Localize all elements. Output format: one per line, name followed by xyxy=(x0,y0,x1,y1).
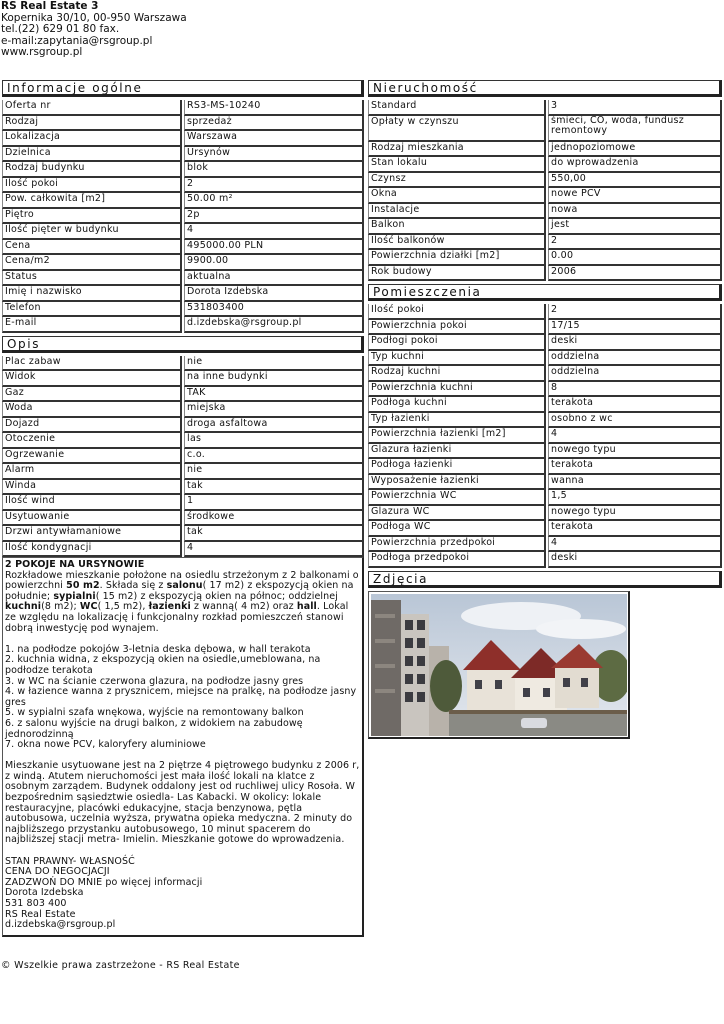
rooms-table xyxy=(368,304,722,568)
table-row xyxy=(368,428,722,444)
row-value: Dorota Izdebska xyxy=(184,286,364,302)
row-label: Rok budowy xyxy=(368,266,546,282)
row-value: środkowe xyxy=(184,511,364,527)
row-value: TAK xyxy=(184,387,364,403)
table-row xyxy=(368,157,722,173)
property-table xyxy=(368,100,722,281)
row-value: 531803400 xyxy=(184,302,364,318)
row-value: c.o. xyxy=(184,449,364,465)
table-row xyxy=(368,204,722,220)
row-label: Ilość pokoi xyxy=(368,304,546,320)
table-row xyxy=(2,255,364,271)
description-heading: 2 POKOJE NA URSYNOWIE xyxy=(5,559,145,570)
table-row xyxy=(368,351,722,367)
row-value: nowa xyxy=(548,204,722,220)
row-label: E-mail xyxy=(2,317,182,333)
row-value: 0.00 xyxy=(548,250,722,266)
table-row xyxy=(2,480,364,496)
row-value: 2 xyxy=(548,235,722,251)
row-value: 17/15 xyxy=(548,320,722,336)
row-value: nie xyxy=(184,464,364,480)
rooms-section-title: Pomieszczenia xyxy=(368,284,722,301)
table-row xyxy=(368,490,722,506)
description-box xyxy=(2,557,364,937)
closing-line: ZADZWOŃ DO MNIE po więcej informacji xyxy=(5,876,203,888)
intro-segment: WC xyxy=(79,601,98,613)
table-row xyxy=(368,304,722,320)
opis-table xyxy=(2,356,364,558)
row-label: Podłoga przedpokoi xyxy=(368,552,546,568)
row-label: Glazura WC xyxy=(368,506,546,522)
description-intro xyxy=(5,571,360,635)
property-photo[interactable] xyxy=(371,594,627,736)
intro-segment: salonu xyxy=(166,580,203,592)
intro-segment: 50 m2 xyxy=(66,580,100,592)
row-label: Wyposażenie łazienki xyxy=(368,475,546,491)
row-label: Ilość pokoi xyxy=(2,178,182,194)
row-label: Piętro xyxy=(2,209,182,225)
row-label: Rodzaj xyxy=(2,116,182,132)
row-label: Podłoga łazienki xyxy=(368,459,546,475)
closing-line: Dorota Izdebska xyxy=(5,887,84,899)
row-label: Gaz xyxy=(2,387,182,403)
table-row xyxy=(2,193,364,209)
row-label: Ilość wind xyxy=(2,495,182,511)
table-row xyxy=(2,178,364,194)
row-value: oddzielna xyxy=(548,351,722,367)
table-row xyxy=(368,173,722,189)
row-value: terakota xyxy=(548,397,722,413)
list-item: 1. na podłodze pokojów 3-letnia deska dębowa, w hall terakota xyxy=(5,643,311,655)
row-label: Imię i nazwisko xyxy=(2,286,182,302)
row-value: las xyxy=(184,433,364,449)
row-label: Pow. całkowita [m2] xyxy=(2,193,182,209)
row-value: 495000.00 PLN xyxy=(184,240,364,256)
table-row xyxy=(368,188,722,204)
closing-line: STAN PRAWNY- WŁASNOŚĆ xyxy=(5,855,135,867)
row-value: nowe PCV xyxy=(548,188,722,204)
table-row xyxy=(368,552,722,568)
agency-header xyxy=(1,1,187,59)
list-item: 3. w WC na ścianie czerwona glazura, na podłodze jasny gres xyxy=(5,675,304,687)
row-value: wanna xyxy=(548,475,722,491)
row-label: Stan lokalu xyxy=(368,157,546,173)
row-value: nie xyxy=(184,356,364,372)
table-row xyxy=(2,495,364,511)
row-value: blok xyxy=(184,162,364,178)
row-label: Otoczenie xyxy=(2,433,182,449)
row-label: Cena/m2 xyxy=(2,255,182,271)
row-value: 9900.00 xyxy=(184,255,364,271)
table-row xyxy=(368,266,722,282)
table-row xyxy=(368,506,722,522)
table-row xyxy=(2,371,364,387)
intro-segment: łazienki xyxy=(148,601,191,613)
row-value: nowego typu xyxy=(548,444,722,460)
list-item: 6. z salonu wyjście na drugi balkon, z widokiem na zabudowę jednorodzinną xyxy=(5,717,303,740)
list-item: 4. w łazience wanna z prysznicem, miejsce na pralkę, na podłodze jasny gres xyxy=(5,686,357,708)
row-label: Ogrzewanie xyxy=(2,449,182,465)
table-row xyxy=(2,542,364,558)
general-table xyxy=(2,100,364,333)
table-row xyxy=(368,413,722,429)
row-value: 2 xyxy=(548,304,722,320)
intro-segment: ( 17 m2) z ekspozycją okien na południe; xyxy=(5,580,354,602)
row-label: Dzielnica xyxy=(2,147,182,163)
row-label: Podłoga WC xyxy=(368,521,546,537)
row-value: deski xyxy=(548,552,722,568)
row-label: Instalacje xyxy=(368,204,546,220)
table-row xyxy=(2,526,364,542)
row-value: tak xyxy=(184,526,364,542)
row-value: deski xyxy=(548,335,722,351)
general-section-title: Informacje ogólne xyxy=(2,80,364,97)
agency-name: RS Real Estate 3 xyxy=(1,0,99,12)
row-label: Usytuowanie xyxy=(2,511,182,527)
row-label: Winda xyxy=(2,480,182,496)
table-row xyxy=(2,356,364,372)
row-label: Okna xyxy=(368,188,546,204)
row-value: nowego typu xyxy=(548,506,722,522)
row-label: Lokalizacja xyxy=(2,131,182,147)
description-location: Mieszkanie usytuowane jest na 2 piętrze 4 piętrowego budynku z 2006 r, z windą. Atutem nieruchomości jest mała ilość lokali na klatce z osobnym zarządem. Budynek oddalony jest od ruchliwej ulicy Rosoła. W bezpośrednim sąsiedztwie osiedla- Las Kabacki. W okolicy: lokale restauracyjne, placówki edukacyjne, stacja benzynowa, pętla autobusowa, uczelnia wyższa, prywatna opieka medyczna. 2 minuty do najbliższego przystanku autobusowego, 10 minut spacerem do najbliższej stacji metra- Imielin. Mieszkanie gotowe do wprowadzenia. xyxy=(5,760,360,846)
closing-line: 531 803 400 xyxy=(5,898,67,909)
intro-segment: . Lokal ze względu na lokalizację i funkcjonalny rozkład pomieszczeń stanowi dobrą inwestycję pod wynajem. xyxy=(5,601,349,634)
intro-segment: ( 1,5 m2), xyxy=(97,601,149,613)
row-label: Powierzchnia WC xyxy=(368,490,546,506)
photo-frame xyxy=(368,591,630,739)
table-row xyxy=(368,100,722,116)
table-row xyxy=(2,433,364,449)
intro-segment: (8 m2); xyxy=(41,601,80,613)
right-column xyxy=(368,80,722,739)
table-row xyxy=(2,162,364,178)
row-label: Telefon xyxy=(2,302,182,318)
table-row xyxy=(368,235,722,251)
row-value: 1 xyxy=(184,495,364,511)
row-label: Rodzaj mieszkania xyxy=(368,142,546,158)
closing-line: CENA DO NEGOCJACJI xyxy=(5,866,110,878)
table-row xyxy=(2,302,364,318)
table-row xyxy=(2,286,364,302)
intro-segment: kuchni xyxy=(5,601,42,613)
row-label: Ilość balkonów xyxy=(368,235,546,251)
description-closing xyxy=(5,857,360,931)
row-value: osobno z wc xyxy=(548,413,722,429)
row-value: aktualna xyxy=(184,271,364,287)
row-value: 8 xyxy=(548,382,722,398)
table-row xyxy=(368,142,722,158)
row-value: śmieci, CO, woda, fundusz remontowy xyxy=(548,116,722,142)
row-label: Plac zabaw xyxy=(2,356,182,372)
row-label: Balkon xyxy=(368,219,546,235)
row-label: Opłaty w czynszu xyxy=(368,116,546,142)
row-value: miejska xyxy=(184,402,364,418)
list-item: 7. okna nowe PCV, kaloryfery aluminiowe xyxy=(5,739,206,751)
row-label: Typ łazienki xyxy=(368,413,546,429)
row-value: do wprowadzenia xyxy=(548,157,722,173)
row-value: d.izdebska@rsgroup.pl xyxy=(184,317,364,333)
property-section-title: Nieruchomość xyxy=(368,80,722,97)
table-row xyxy=(368,366,722,382)
table-row xyxy=(2,116,364,132)
row-label: Glazura łazienki xyxy=(368,444,546,460)
row-label: Rodzaj kuchni xyxy=(368,366,546,382)
row-label: Dojazd xyxy=(2,418,182,434)
row-value: Ursynów xyxy=(184,147,364,163)
table-row xyxy=(368,335,722,351)
table-row xyxy=(2,317,364,333)
table-row xyxy=(368,219,722,235)
photos-section-title: Zdjęcia xyxy=(368,571,722,588)
row-label: Podłoga kuchni xyxy=(368,397,546,413)
agency-phone: tel.(22) 629 01 80 fax. xyxy=(1,23,120,35)
table-row xyxy=(368,459,722,475)
table-row xyxy=(2,147,364,163)
row-value: 50.00 m² xyxy=(184,193,364,209)
row-value: 1,5 xyxy=(548,490,722,506)
list-item: 2. kuchnia widna, z ekspozycją okien na osiedle,umeblowana, na podłodze terakota xyxy=(5,654,321,676)
row-value: terakota xyxy=(548,521,722,537)
row-value: 4 xyxy=(548,537,722,553)
row-label: Typ kuchni xyxy=(368,351,546,367)
row-label: Drzwi antywłamaniowe xyxy=(2,526,182,542)
row-label: Status xyxy=(2,271,182,287)
list-item: 5. w sypialni szafa wnękowa, wyjście na remontowany balkon xyxy=(5,707,304,719)
table-row xyxy=(2,464,364,480)
table-row xyxy=(368,382,722,398)
footer-copyright: © Wszelkie prawa zastrzeżone - RS Real Estate xyxy=(1,960,240,971)
row-label: Ilość kondygnacji xyxy=(2,542,182,558)
row-value: 2 xyxy=(184,178,364,194)
table-row xyxy=(2,511,364,527)
row-label: Powierzchnia pokoi xyxy=(368,320,546,336)
table-row xyxy=(2,209,364,225)
row-value: 4 xyxy=(184,224,364,240)
table-row xyxy=(2,224,364,240)
row-value: 3 xyxy=(548,100,722,116)
row-label: Powierzchnia kuchni xyxy=(368,382,546,398)
row-label: Ilość pięter w budynku xyxy=(2,224,182,240)
table-row xyxy=(368,250,722,266)
row-label: Widok xyxy=(2,371,182,387)
table-row xyxy=(2,271,364,287)
row-label: Powierzchnia łazienki [m2] xyxy=(368,428,546,444)
table-row xyxy=(2,131,364,147)
table-row xyxy=(2,100,364,116)
closing-line: RS Real Estate xyxy=(5,908,76,920)
row-value: 2006 xyxy=(548,266,722,282)
table-row xyxy=(368,320,722,336)
row-value: Warszawa xyxy=(184,131,364,147)
row-label: Woda xyxy=(2,402,182,418)
closing-line: d.izdebska@rsgroup.pl xyxy=(5,919,116,931)
table-row xyxy=(368,521,722,537)
row-label: Powierzchnia przedpokoi xyxy=(368,537,546,553)
opis-section-title: Opis xyxy=(2,336,364,353)
row-value: jednopoziomowe xyxy=(548,142,722,158)
agency-address: Kopernika 30/10, 00-950 Warszawa xyxy=(1,11,187,24)
row-label: Oferta nr xyxy=(2,100,182,116)
row-value: oddzielna xyxy=(548,366,722,382)
row-value: 2p xyxy=(184,209,364,225)
intro-segment: hall xyxy=(296,601,317,613)
row-value: jest xyxy=(548,219,722,235)
row-label: Cena xyxy=(2,240,182,256)
table-row xyxy=(368,116,722,142)
row-value: 4 xyxy=(548,428,722,444)
table-row xyxy=(2,402,364,418)
table-row xyxy=(2,387,364,403)
row-value: 4 xyxy=(184,542,364,558)
table-row xyxy=(368,475,722,491)
agency-email: e-mail:zapytania@rsgroup.pl xyxy=(1,34,153,47)
row-label: Alarm xyxy=(2,464,182,480)
table-row xyxy=(2,418,364,434)
intro-segment: . Składa się z xyxy=(99,580,167,592)
table-row xyxy=(368,537,722,553)
row-label: Standard xyxy=(368,100,546,116)
row-value: droga asfaltowa xyxy=(184,418,364,434)
table-row xyxy=(368,397,722,413)
row-value: na inne budynki xyxy=(184,371,364,387)
row-value: sprzedaż xyxy=(184,116,364,132)
intro-segment: sypialni xyxy=(53,590,96,602)
row-label: Powierzchnia działki [m2] xyxy=(368,250,546,266)
row-value: tak xyxy=(184,480,364,496)
agency-website: www.rsgroup.pl xyxy=(1,46,83,58)
row-value: terakota xyxy=(548,459,722,475)
intro-segment: ( 15 m2) z ekspozycją okien na północ; oddzielnej xyxy=(95,590,338,602)
row-label: Podłogi pokoi xyxy=(368,335,546,351)
intro-segment: z wanną( 4 m2) oraz xyxy=(190,601,297,613)
description-list xyxy=(5,645,360,751)
row-value: 550,00 xyxy=(548,173,722,189)
row-label: Rodzaj budynku xyxy=(2,162,182,178)
left-column xyxy=(2,80,364,937)
intro-segment: Rozkładowe mieszkanie położone na osiedlu strzeżonym z 2 balkonami o powierzchni xyxy=(5,569,359,592)
table-row xyxy=(2,449,364,465)
row-value: RS3-MS-10240 xyxy=(184,100,364,116)
table-row xyxy=(368,444,722,460)
row-label: Czynsz xyxy=(368,173,546,189)
table-row xyxy=(2,240,364,256)
